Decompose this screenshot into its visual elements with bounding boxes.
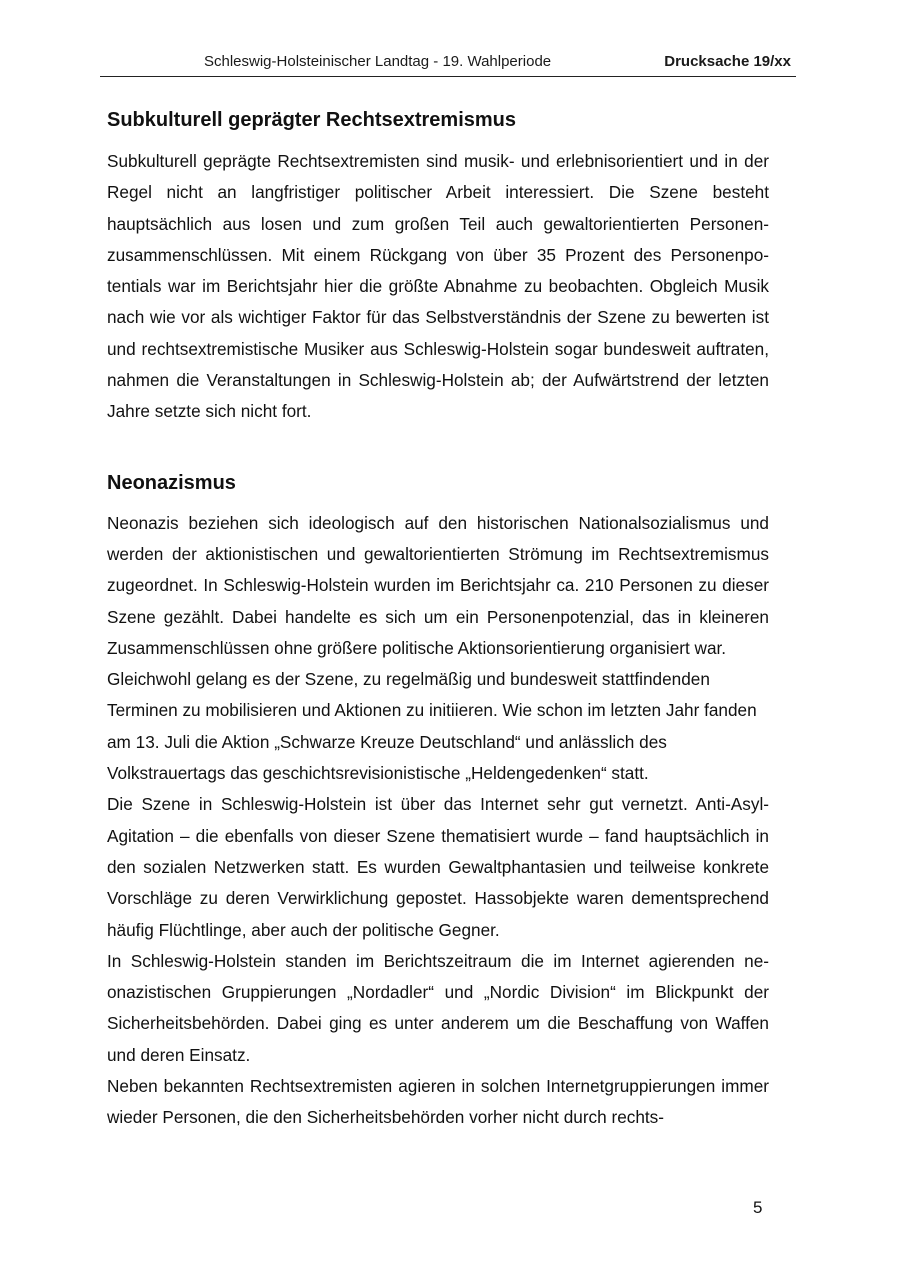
header-title: Schleswig-Holsteinischer Landtag - 19. Wahlperiode (204, 53, 552, 70)
paragraph: Neben bekannten Rechtsextremisten agieren in solchen Internetgruppierungen immer wieder Personen, die den Sicherheitsbehörden vorher nicht durch rechts- (107, 1076, 769, 1128)
paragraph: In Schleswig-Holstein standen im Berichtszeitraum die im Internet agierenden neonazistischen Gruppierungen „Nordadler“ und „Nordic Division“ im Blickpunkt der Sicherheitsbehörden. Dabei ging es unter anderem um die Beschaffung von Waffen und deren Einsatz. (107, 950, 769, 1065)
section-heading-subkulturell: Subkulturell geprägter Rechtsextremismus (107, 109, 517, 131)
section-heading-neonazismus: Neonazismus (107, 471, 236, 494)
page-body (107, 104, 769, 1134)
paragraph: Gleichwohl gelang es der Szene, zu regelmäßig und bundesweit stattfindenden Terminen zu mobilisieren und Aktionen zu initiieren. Wie schon im letzten Jahr fanden am 13. Juli die Aktion „Schwarze Kreuze Deutschland“ und anlässlich des Volkstrauertags das geschichtsrevisionistische „Heldengedenken“ statt. (107, 669, 757, 784)
page-header (100, 48, 796, 77)
paragraph: Die Szene in Schleswig-Holstein ist über das Internet sehr gut vernetzt. Anti-Asyl-Agitation – die ebenfalls von dieser Szene thematisiert wurde – fand hauptsächlich in den sozialen Netzwerken statt. Es wurden Gewaltphantasien und teilweise konkrete Vorschläge zu deren Verwirklichung gepostet. Hassobjekte waren dementsprechend häufig Flüchtlinge, aber auch der politische Gegner. (107, 794, 769, 940)
document-number: Drucksache 19/xx (664, 53, 791, 70)
paragraph: Neonazis beziehen sich ideologisch auf den historischen Nationalsozialismus und werden der aktionistischen und gewaltorientierten Strömung im Rechtsextremismus zugeordnet. In Schleswig-Holstein wurden im Berichtsjahr ca. 210 Personen zu dieser Szene gezählt. Dabei handelte es sich um ein Personenpotenzial, das in kleineren Zusammenschlüssen ohne größere politische Aktionsorientierung organisiert war. (107, 512, 769, 658)
page-number: 5 (753, 1198, 763, 1217)
paragraph: Subkulturell geprägte Rechtsextremisten sind musik- und erlebnisorientiert und in der Regel nicht an langfristiger politischer Arbeit interessiert. Die Szene besteht hauptsächlich aus losen und zum großen Teil auch gewaltorientierten Personenzusammenschlüssen. Mit einem Rückgang von über 35 Prozent des Personenpotentials war im Berichtsjahr hier die größte Abnahme zu beobachten. Obgleich Musik nach wie vor als wichtiger Faktor für das Selbstverständnis der Szene zu bewerten ist und rechtsextremistische Musiker aus Schleswig-Holstein sogar bundesweit auftraten, nahmen die Veranstaltungen in Schleswig-Holstein ab; der Aufwärtstrend der letzten Jahre setzte sich nicht fort. (107, 151, 769, 422)
